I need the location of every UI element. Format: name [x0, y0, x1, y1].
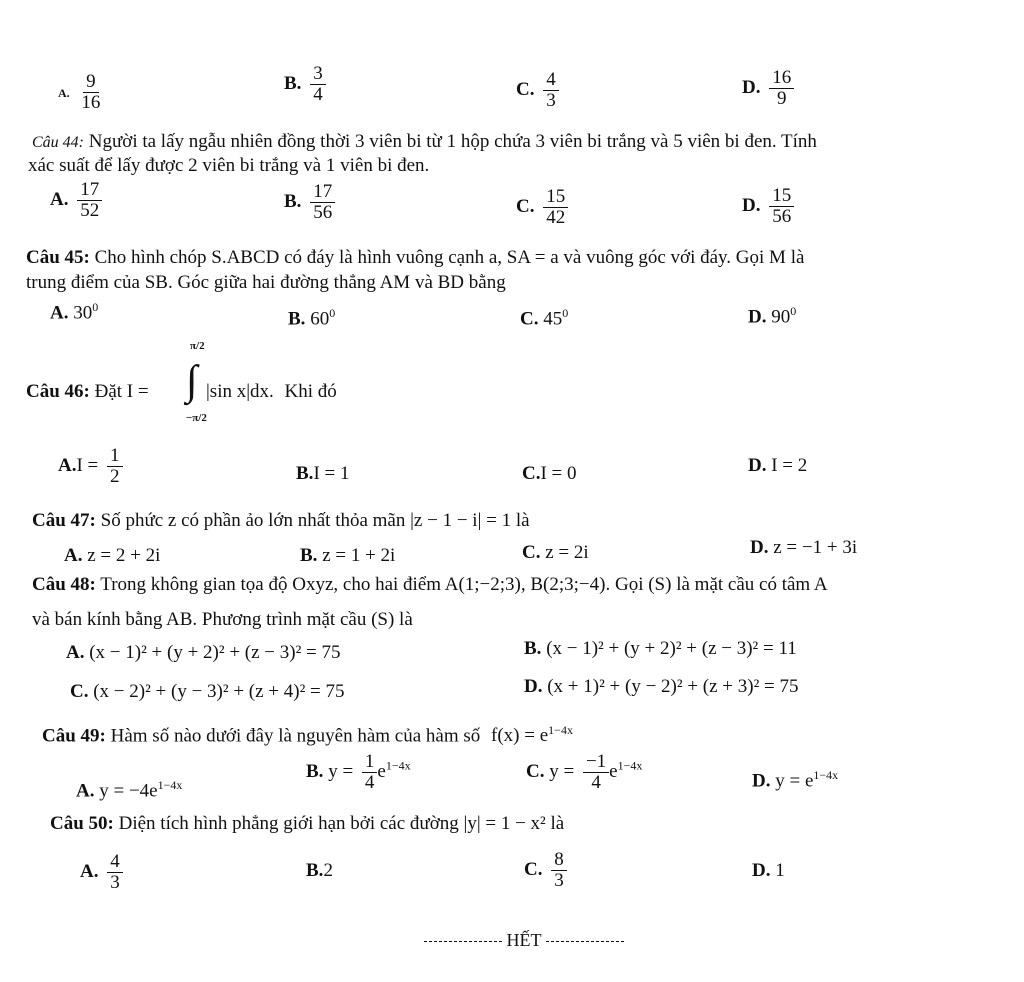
q47-text: Câu 47: Số phức z có phần ảo lớn nhất thỏa mãn |z − 1 − i| = 1 là	[32, 510, 530, 531]
q45-option-d: D. $90^0$	[748, 304, 797, 328]
q49-option-d: D. $y = e^{1-4x}$	[752, 768, 839, 792]
q46-prefix: Câu 46: Đặt I =	[26, 381, 149, 402]
q44-option-a: A. $\frac{17}{52}$	[50, 180, 102, 221]
q48-option-c: C. (x − 2)² + (y − 3)² + (z + 4)² = 75	[70, 681, 345, 702]
q45-text-line1: Câu 45: Cho hình chóp S.ABCD có đáy là hình vuông cạnh a, SA = a và vuông góc với đáy. Gọi M là	[26, 247, 805, 268]
q44-text-line1: Câu 44: Người ta lấy ngẫu nhiên đồng thời 3 viên bi từ 1 hộp chứa 3 viên bi trắng và 5 viên bi đen. Tính	[32, 131, 817, 152]
q43-option-d: D. $\frac{16}{9}$	[742, 68, 794, 109]
q44-text-line2: xác suất để lấy được 2 viên bi trắng và 1 viên bi đen.	[28, 155, 430, 176]
q45-text-line2: trung điểm của SB. Góc giữa hai đường thẳng AM và BD bằng	[26, 272, 506, 293]
q47-option-a: A. z = 2 + 2i	[64, 545, 161, 566]
q43-option-a: A. $\frac{9}{16}$	[58, 72, 103, 113]
q49-option-c: C. y = $\frac{-1}{4}$ $e^{1-4x}$	[526, 751, 643, 793]
q43-option-c: C. $\frac{4}{3}$	[516, 70, 559, 111]
q46-option-d: D. I = 2	[748, 455, 808, 476]
q47-option-c: C. z = 2i	[522, 542, 589, 563]
q45-option-a: A. $30^0$	[50, 300, 99, 324]
integral-sign: ∫	[186, 358, 198, 404]
q50-option-c: C. $\frac{8}{3}$	[524, 850, 567, 891]
fraction: $\frac{9}{16}$	[81, 71, 101, 113]
q48-option-b: B. (x − 1)² + (y + 2)² + (z − 3)² = 11	[524, 638, 797, 659]
question-label: Câu 44:	[32, 134, 84, 151]
dash-right	[546, 941, 624, 942]
q46-option-b: B.I = 1	[296, 463, 350, 484]
end-marker	[424, 930, 624, 951]
q50-option-d: D. 1	[752, 860, 785, 881]
q48-option-a: A. (x − 1)² + (y + 2)² + (z − 3)² = 75	[66, 642, 341, 663]
q46-option-c: C.I = 0	[522, 463, 577, 484]
q44-option-b: B. $\frac{17}{56}$	[284, 182, 335, 223]
q43-option-b: B. $\frac{3}{4}$	[284, 64, 326, 105]
q48-option-d: D. (x + 1)² + (y − 2)² + (z + 3)² = 75	[524, 676, 799, 697]
q47-option-d: D. z = −1 + 3i	[750, 537, 858, 558]
q49-text: Câu 49: Hàm số nào dưới đây là nguyên hàm của hàm số $f(x) = e^{1-4x}$	[42, 723, 573, 747]
q45-option-c: C. $45^0$	[520, 306, 569, 330]
q45-option-b: B. $60^0$	[288, 306, 336, 330]
q48-text-line1: Câu 48: Trong không gian tọa độ Oxyz, cho hai điểm A(1;−2;3), B(2;3;−4). Gọi (S) là mặt cầu có tâm A	[32, 574, 828, 595]
end-text: HẾT	[506, 930, 542, 950]
q46-option-a: A.I = $\frac{1}{2}$	[58, 446, 123, 487]
integral-upper-bound: π/2	[190, 340, 205, 352]
q44-option-d: D. $\frac{15}{56}$	[742, 186, 794, 227]
q46-integrand: |sin x|dx. Khi đó	[206, 381, 337, 402]
q44-option-c: C. $\frac{15}{42}$	[516, 187, 568, 228]
q48-text-line2: và bán kính bằng AB. Phương trình mặt cầu (S) là	[32, 609, 413, 630]
q50-option-a: A. $\frac{4}{3}$	[80, 852, 123, 893]
q49-option-b: B. y = $\frac{1}{4}$ $e^{1-4x}$	[306, 751, 411, 793]
integral-lower-bound: −π/2	[186, 412, 207, 424]
q47-option-b: B. z = 1 + 2i	[300, 545, 396, 566]
dash-left	[424, 941, 502, 942]
q50-text: Câu 50: Diện tích hình phẳng giới hạn bởi các đường |y| = 1 − x² là	[50, 813, 565, 834]
q50-option-b: B.2	[306, 860, 333, 881]
q49-option-a: A. $y = -4e^{1-4x}$	[76, 778, 183, 802]
